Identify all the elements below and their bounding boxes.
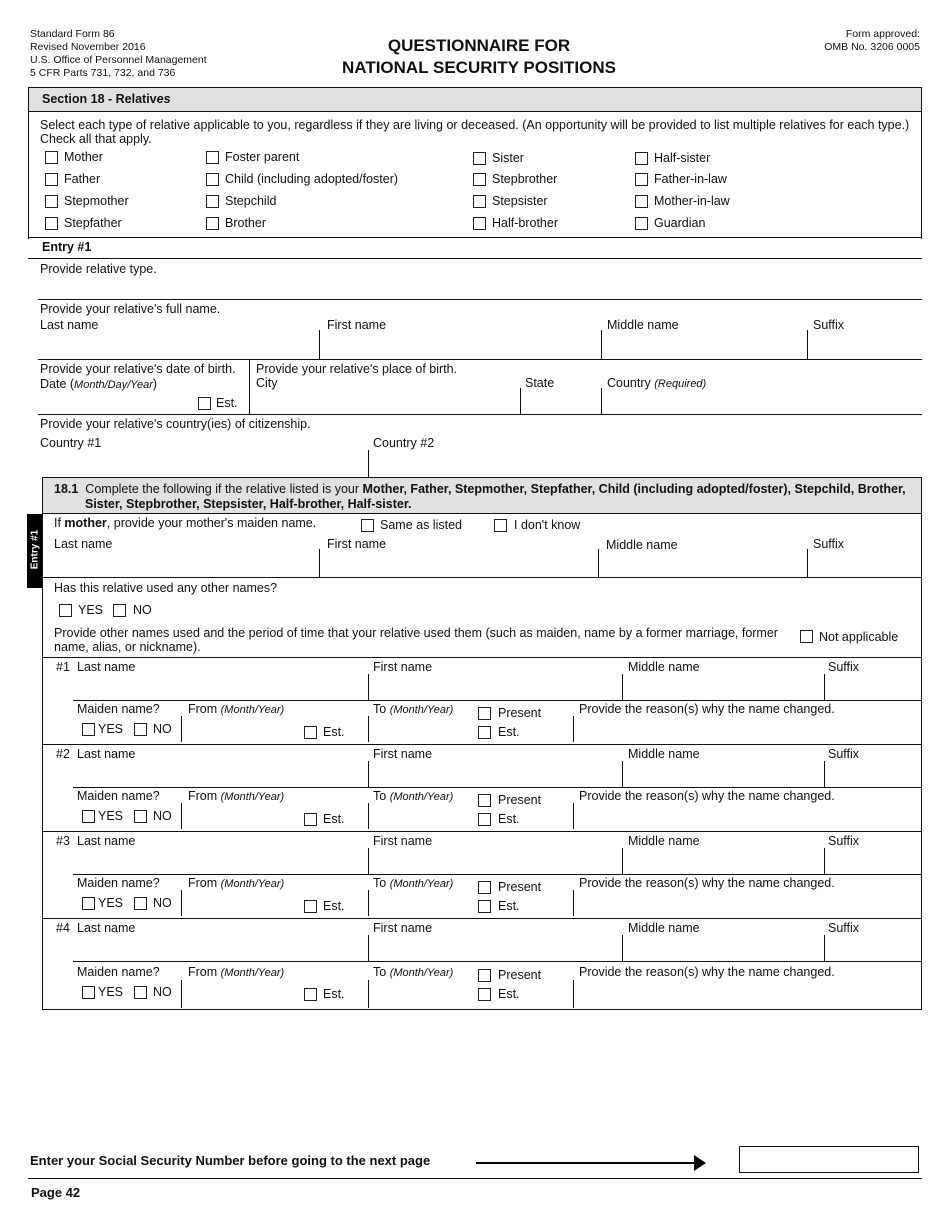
date-format-hint: Month/Day/Year: [74, 379, 153, 391]
from-est-checkbox[interactable]: [304, 726, 317, 739]
relative-type-field[interactable]: [40, 276, 920, 298]
to-est-label: Est.: [498, 899, 520, 913]
reason-input[interactable]: [576, 982, 920, 1006]
form-number: Standard Form 86: [30, 28, 115, 40]
to-label-text: To: [373, 965, 390, 979]
to-label-text: To: [373, 876, 390, 890]
to-format-hint: (Month/Year): [389, 704, 454, 716]
form-title-line2: NATIONAL SECURITY POSITIONS: [342, 58, 616, 77]
dob-est-label: Est.: [216, 396, 238, 410]
relative-stepbrother-checkbox[interactable]: [473, 173, 486, 186]
entry-title: Entry #1: [42, 240, 92, 254]
maiden-name-label: [54, 516, 316, 530]
to-est-checkbox[interactable]: [478, 900, 491, 913]
mother-first-name-label: First name: [327, 537, 387, 551]
mother-last-name-input[interactable]: [54, 553, 318, 575]
maiden-yes-checkbox[interactable]: [82, 723, 95, 736]
mother-first-name-input[interactable]: [321, 553, 596, 575]
relative-foster-parent-checkbox[interactable]: [206, 151, 219, 164]
relative-father-label: Father: [64, 172, 101, 186]
other-name-suffix-input[interactable]: [826, 676, 920, 698]
mother-suffix-input[interactable]: [809, 553, 920, 575]
entry-side-tab-label: Entry #1: [29, 529, 41, 570]
other-name-number: #1: [56, 660, 70, 674]
other-name-middle-input[interactable]: [624, 676, 822, 698]
omb-number: OMB No. 3206 0005: [824, 41, 920, 53]
not-applicable-label: Not applicable: [819, 630, 899, 644]
from-est-checkbox[interactable]: [304, 900, 317, 913]
other-name-suffix-input[interactable]: [826, 937, 920, 959]
maiden-no-label: NO: [153, 896, 172, 910]
reason-input[interactable]: [576, 805, 920, 827]
same-as-listed-checkbox[interactable]: [361, 519, 374, 532]
other-name-first-input[interactable]: [370, 937, 620, 959]
relative-suffix-input[interactable]: [809, 333, 920, 357]
to-label: [373, 965, 453, 980]
relative-mother-checkbox[interactable]: [45, 151, 58, 164]
from-label-text: From: [188, 876, 221, 890]
from-est-label: Est.: [323, 987, 345, 1001]
from-label: [188, 789, 284, 804]
relative-mother-in-law-label: Mother-in-law: [654, 194, 730, 208]
other-name-suffix-label: Suffix: [828, 834, 860, 848]
to-label-text: To: [373, 702, 390, 716]
relative-guardian-label: Guardian: [654, 216, 706, 230]
to-format-hint: (Month/Year): [389, 967, 454, 979]
citizenship-label: Provide your relative's country(ies) of citizenship.: [40, 417, 311, 431]
other-name-suffix-input[interactable]: [826, 763, 920, 785]
maiden-yes-label: YES: [98, 985, 124, 999]
date-label: [40, 377, 157, 392]
to-est-checkbox[interactable]: [478, 813, 491, 826]
relatives-instruction-2: Check all that apply.: [40, 132, 152, 146]
to-est-label: Est.: [498, 725, 520, 739]
subsection-relative-list-2: Sister, Stepbrother, Stepsister, Half-brother, Half-sister.: [85, 497, 412, 511]
relative-half-brother-checkbox[interactable]: [473, 217, 486, 230]
other-name-first-label: First name: [373, 660, 433, 674]
relative-stepbrother-label: Stepbrother: [492, 172, 558, 186]
relative-stepchild-label: Stepchild: [225, 194, 277, 208]
reason-label: Provide the reason(s) why the name changed.: [579, 702, 835, 716]
relative-child-checkbox[interactable]: [206, 173, 219, 186]
pob-label: Provide your relative's place of birth.: [256, 362, 458, 376]
relative-mother-label: Mother: [64, 150, 103, 164]
present-label: Present: [498, 793, 542, 807]
maiden-no-label: NO: [153, 985, 172, 999]
other-name-suffix-label: Suffix: [828, 921, 860, 935]
state-select[interactable]: [522, 392, 599, 412]
date-label-close: ): [152, 377, 158, 391]
to-label: [373, 876, 453, 891]
maiden-yes-label: YES: [98, 809, 124, 823]
relative-stepchild-checkbox[interactable]: [206, 195, 219, 208]
maiden-no-checkbox[interactable]: [134, 897, 147, 910]
from-format-hint: (Month/Year): [220, 967, 285, 979]
other-name-first-input[interactable]: [370, 850, 620, 872]
section-title-suffix: es: [156, 92, 171, 106]
other-name-middle-label: Middle name: [628, 834, 700, 848]
from-label-text: From: [188, 965, 221, 979]
relative-stepmother-label: Stepmother: [64, 194, 129, 208]
other-names-instruction: Provide other names used and the period of time that your relative used them (such as maiden, name by a former marriage, former: [54, 626, 778, 640]
reason-label: Provide the reason(s) why the name changed.: [579, 965, 835, 979]
present-label: Present: [498, 706, 542, 720]
to-est-checkbox[interactable]: [478, 726, 491, 739]
country-label: [607, 376, 706, 391]
maiden-question: Maiden name?: [77, 876, 160, 890]
other-name-middle-label: Middle name: [628, 660, 700, 674]
relative-foster-parent-label: Foster parent: [225, 150, 300, 164]
section-title-main: Section 18 - Relativ: [42, 92, 157, 106]
maiden-yes-label: YES: [98, 722, 124, 736]
present-checkbox[interactable]: [478, 794, 491, 807]
relatives-instruction: Select each type of relative applicable to you, regardless if they are living or deceased. (An opportunity will be provided to list multiple relatives for each type.): [40, 118, 910, 132]
subsection-18-1-intro: [54, 482, 906, 496]
reason-input[interactable]: [576, 892, 920, 914]
to-est-label: Est.: [498, 987, 520, 1001]
from-est-checkbox[interactable]: [304, 988, 317, 1001]
relative-stepfather-checkbox[interactable]: [45, 217, 58, 230]
maiden-mother-text: mother: [64, 516, 107, 530]
relative-middle-name-input[interactable]: [603, 333, 806, 357]
other-name-middle-input[interactable]: [624, 763, 822, 785]
relative-first-name-label: First name: [327, 318, 387, 332]
other-name-last-label: Last name: [77, 834, 136, 848]
maiden-no-checkbox[interactable]: [134, 723, 147, 736]
to-date-input[interactable]: [370, 982, 472, 1006]
citizenship-country1-select[interactable]: [40, 452, 365, 476]
from-date-input[interactable]: [184, 982, 299, 1006]
relative-suffix-label: Suffix: [813, 318, 845, 332]
from-label: [188, 876, 284, 891]
dob-label: Provide your relative's date of birth.: [40, 362, 236, 376]
form-agency: U.S. Office of Personnel Management: [30, 54, 207, 66]
country-required-hint: (Required): [654, 378, 707, 390]
city-label: City: [256, 376, 278, 390]
from-format-hint: (Month/Year): [220, 878, 285, 890]
to-est-checkbox[interactable]: [478, 988, 491, 1001]
relative-stepsister-label: Stepsister: [492, 194, 548, 208]
to-est-label: Est.: [498, 812, 520, 826]
other-name-first-label: First name: [373, 834, 433, 848]
other-name-last-input[interactable]: [77, 937, 365, 959]
from-date-input[interactable]: [184, 718, 299, 740]
other-names-no-checkbox[interactable]: [113, 604, 126, 617]
country-select[interactable]: [603, 392, 920, 412]
same-as-listed-label: Same as listed: [380, 518, 462, 532]
from-est-label: Est.: [323, 725, 345, 739]
other-name-suffix-label: Suffix: [828, 747, 860, 761]
relative-type-label: Provide relative type.: [40, 262, 157, 276]
other-name-middle-label: Middle name: [628, 921, 700, 935]
relative-sister-checkbox[interactable]: [473, 152, 486, 165]
from-label: [188, 702, 284, 717]
relative-last-name-label: Last name: [40, 318, 99, 332]
reason-input[interactable]: [576, 718, 920, 740]
relative-half-sister-checkbox[interactable]: [635, 152, 648, 165]
other-name-middle-input[interactable]: [624, 850, 822, 872]
relative-sister-label: Sister: [492, 151, 524, 165]
other-name-last-input[interactable]: [77, 763, 365, 785]
other-name-last-input[interactable]: [77, 850, 365, 872]
other-names-yes-checkbox[interactable]: [59, 604, 72, 617]
other-name-suffix-label: Suffix: [828, 660, 860, 674]
other-names-question: Has this relative used any other names?: [54, 581, 278, 595]
relative-half-sister-label: Half-sister: [654, 151, 711, 165]
relative-father-in-law-checkbox[interactable]: [635, 173, 648, 186]
to-label-text: To: [373, 789, 390, 803]
ssn-input[interactable]: [739, 1146, 919, 1173]
maiden-if-text: If: [54, 516, 65, 530]
maiden-question: Maiden name?: [77, 702, 160, 716]
dob-input[interactable]: [40, 392, 190, 412]
other-name-last-label: Last name: [77, 747, 136, 761]
subsection-relative-list-1: Mother, Father, Stepmother, Stepfather, Child (including adopted/foster), Stepchild, Brother,: [362, 482, 906, 496]
present-checkbox[interactable]: [478, 881, 491, 894]
relative-middle-name-label: Middle name: [607, 318, 679, 332]
from-label-text: From: [188, 702, 221, 716]
other-names-no-label: NO: [133, 603, 152, 617]
relative-brother-label: Brother: [225, 216, 266, 230]
arrow-line: [476, 1162, 696, 1164]
from-date-input[interactable]: [184, 805, 299, 827]
to-date-input[interactable]: [370, 892, 472, 914]
to-label: [373, 702, 453, 717]
state-label: State: [525, 376, 555, 390]
relative-first-name-input[interactable]: [321, 333, 599, 357]
maiden-question: Maiden name?: [77, 965, 160, 979]
relative-father-in-law-label: Father-in-law: [654, 172, 727, 186]
from-est-label: Est.: [323, 812, 345, 826]
city-input[interactable]: [256, 392, 518, 412]
to-date-input[interactable]: [370, 718, 472, 740]
page-number: Page 42: [31, 1185, 81, 1200]
other-names-instruction-2: name, alias, or nickname).: [54, 640, 201, 654]
maiden-yes-checkbox[interactable]: [82, 986, 95, 999]
from-label-text: From: [188, 789, 221, 803]
other-name-middle-input[interactable]: [624, 937, 822, 959]
entry-side-tab: [27, 514, 42, 588]
from-label: [188, 965, 284, 980]
not-applicable-checkbox[interactable]: [800, 630, 813, 643]
relative-half-brother-label: Half-brother: [492, 216, 558, 230]
citizenship-country2-select[interactable]: [370, 452, 700, 476]
from-format-hint: (Month/Year): [220, 704, 285, 716]
relative-stepmother-checkbox[interactable]: [45, 195, 58, 208]
relative-mother-in-law-checkbox[interactable]: [635, 195, 648, 208]
to-label: [373, 789, 453, 804]
full-name-label: Provide your relative's full name.: [40, 302, 221, 316]
maiden-no-checkbox[interactable]: [134, 986, 147, 999]
mother-suffix-label: Suffix: [813, 537, 845, 551]
relative-last-name-input[interactable]: [40, 333, 318, 357]
to-format-hint: (Month/Year): [389, 791, 454, 803]
present-checkbox[interactable]: [478, 969, 491, 982]
maiden-yes-label: YES: [98, 896, 124, 910]
arrow-right-icon: [694, 1155, 706, 1171]
form-title: [300, 35, 658, 79]
dont-know-checkbox[interactable]: [494, 519, 507, 532]
maiden-rest-text: , provide your mother's maiden name.: [106, 516, 317, 530]
ssn-prompt: Enter your Social Security Number before going to the next page: [30, 1153, 431, 1168]
other-name-middle-label: Middle name: [628, 747, 700, 761]
section-title: [42, 92, 171, 106]
present-label: Present: [498, 968, 542, 982]
subsection-number: 18.1: [54, 482, 79, 496]
relative-brother-checkbox[interactable]: [206, 217, 219, 230]
from-est-checkbox[interactable]: [304, 813, 317, 826]
other-name-first-input[interactable]: [370, 763, 620, 785]
relative-guardian-checkbox[interactable]: [635, 217, 648, 230]
to-date-input[interactable]: [370, 805, 472, 827]
maiden-yes-checkbox[interactable]: [82, 810, 95, 823]
relative-father-checkbox[interactable]: [45, 173, 58, 186]
relative-stepfather-label: Stepfather: [64, 216, 122, 230]
maiden-no-label: NO: [153, 809, 172, 823]
maiden-question: Maiden name?: [77, 789, 160, 803]
other-name-number: #3: [56, 834, 70, 848]
other-name-last-label: Last name: [77, 921, 136, 935]
reason-label: Provide the reason(s) why the name changed.: [579, 876, 835, 890]
form-revision: Revised November 2016: [30, 41, 146, 53]
to-format-hint: (Month/Year): [389, 878, 454, 890]
other-name-first-label: First name: [373, 747, 433, 761]
relative-stepsister-checkbox[interactable]: [473, 195, 486, 208]
form-title-line1: QUESTIONNAIRE FOR: [387, 36, 571, 55]
other-name-first-label: First name: [373, 921, 433, 935]
mother-last-name-label: Last name: [54, 537, 113, 551]
mother-middle-name-label: Middle name: [606, 538, 678, 552]
other-name-first-input[interactable]: [370, 676, 620, 698]
other-name-number: #4: [56, 921, 70, 935]
from-format-hint: (Month/Year): [220, 791, 285, 803]
other-name-suffix-input[interactable]: [826, 850, 920, 872]
present-checkbox[interactable]: [478, 707, 491, 720]
citizenship-country2-label: Country #2: [373, 436, 435, 450]
subsection-intro-text: Complete the following if the relative listed is your: [85, 482, 363, 496]
maiden-no-label: NO: [153, 722, 172, 736]
citizenship-country1-label: Country #1: [40, 436, 102, 450]
maiden-no-checkbox[interactable]: [134, 810, 147, 823]
dont-know-label: I don't know: [514, 518, 581, 532]
form-approved: Form approved:: [845, 28, 920, 40]
from-est-label: Est.: [323, 899, 345, 913]
country-label-text: Country: [607, 376, 655, 390]
mother-middle-name-input[interactable]: [600, 553, 806, 575]
date-label-text: Date (: [40, 377, 75, 391]
relative-child-label: Child (including adopted/foster): [225, 172, 399, 186]
form-cfr: 5 CFR Parts 731, 732, and 736: [30, 67, 176, 79]
dob-est-checkbox[interactable]: [198, 397, 211, 410]
reason-label: Provide the reason(s) why the name changed.: [579, 789, 835, 803]
present-label: Present: [498, 880, 542, 894]
from-date-input[interactable]: [184, 892, 299, 914]
other-names-yes-label: YES: [78, 603, 104, 617]
other-name-last-label: Last name: [77, 660, 136, 674]
other-name-number: #2: [56, 747, 70, 761]
other-name-last-input[interactable]: [77, 676, 365, 698]
maiden-yes-checkbox[interactable]: [82, 897, 95, 910]
